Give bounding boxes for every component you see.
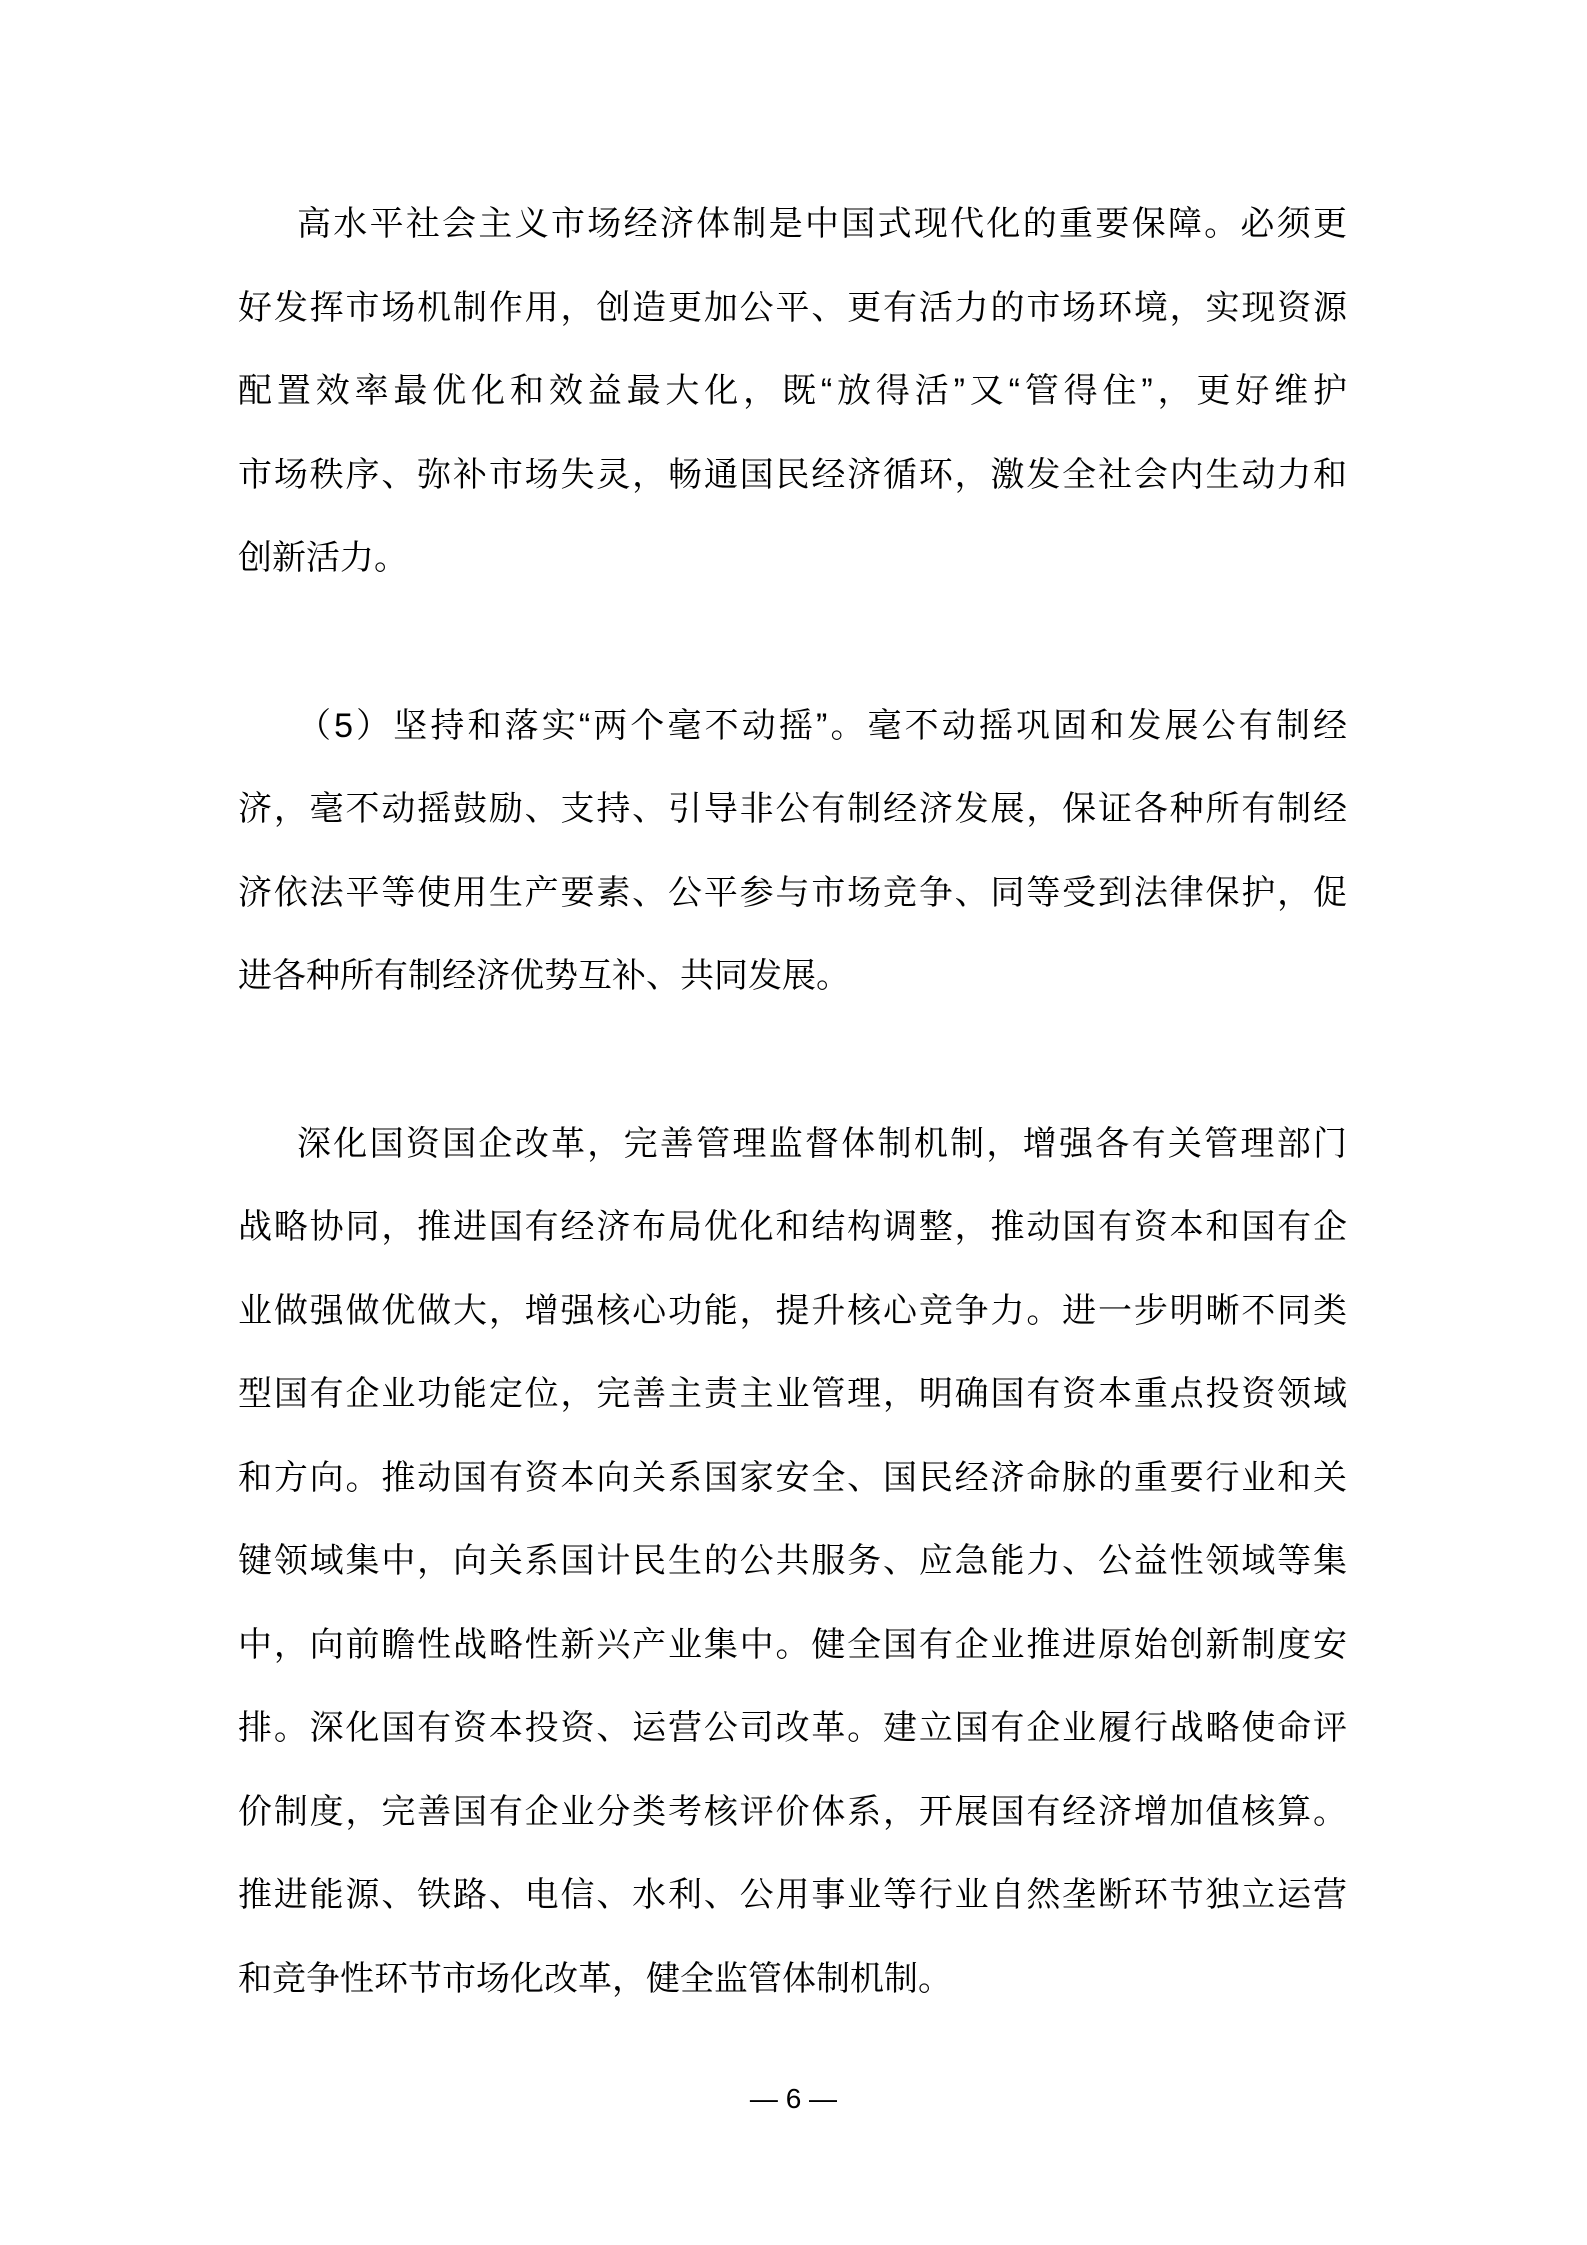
text-line: 济，毫不动摇鼓励、支持、引导非公有制经济发展，保证各种所有制经 — [238, 790, 1347, 828]
text-line: 高水平社会主义市场经济体制是中国式现代化的重要保障。必须更 — [297, 205, 1347, 243]
document-body — [238, 183, 1347, 2105]
page-footer — [0, 2077, 1587, 2121]
text-line: 和方向。推动国有资本向关系国家安全、国民经济命脉的重要行业和关 — [238, 1458, 1347, 1497]
text-line: （5）坚持和落实“两个毫不动摇”。毫不动摇巩固和发展公有制经 — [297, 706, 1347, 745]
paragraph — [238, 1103, 1347, 2022]
page-number: — 6 — — [749, 2083, 838, 2114]
text-line: 排。深化国有资本投资、运营公司改革。建立国有企业履行战略使命评 — [238, 1709, 1347, 1747]
text-line: 战略协同，推进国有经济布局优化和结构调整，推动国有资本和国有企 — [238, 1208, 1347, 1246]
text-line: 业做强做优做大，增强核心功能，提升核心竞争力。进一步明晰不同类 — [238, 1291, 1347, 1330]
paragraph — [238, 685, 1347, 1019]
text-line: 市场秩序、弥补市场失灵，畅通国民经济循环，激发全社会内生动力和 — [238, 455, 1347, 494]
text-line: 好发挥市场机制作用，创造更加公平、更有活力的市场环境，实现资源 — [238, 288, 1347, 327]
text-line: 键领域集中，向关系国计民生的公共服务、应急能力、公益性领域等集 — [238, 1542, 1347, 1580]
text-line: 配置效率最优化和效益最大化，既“放得活”又“管得住”，更好维护 — [238, 372, 1347, 410]
text-line: 型国有企业功能定位，完善主责主业管理，明确国有资本重点投资领域 — [238, 1375, 1347, 1413]
paragraph — [238, 183, 1347, 601]
text-line: 推进能源、铁路、电信、水利、公用事业等行业自然垄断环节独立运营 — [238, 1876, 1347, 1914]
text-line: 进各种所有制经济优势互补、共同发展。 — [238, 957, 850, 995]
text-line: 创新活力。 — [238, 539, 408, 577]
text-line: 济依法平等使用生产要素、公平参与市场竞争、同等受到法律保护，促 — [238, 873, 1347, 912]
text-line: 深化国资国企改革，完善管理监督体制机制，增强各有关管理部门 — [297, 1124, 1347, 1163]
text-line: 和竞争性环节市场化改革，健全监管体制机制。 — [238, 1959, 952, 1998]
text-line: 中，向前瞻性战略性新兴产业集中。健全国有企业推进原始创新制度安 — [238, 1625, 1347, 1664]
text-line: 价制度，完善国有企业分类考核评价体系，开展国有经济增加值核算。 — [238, 1792, 1347, 1831]
